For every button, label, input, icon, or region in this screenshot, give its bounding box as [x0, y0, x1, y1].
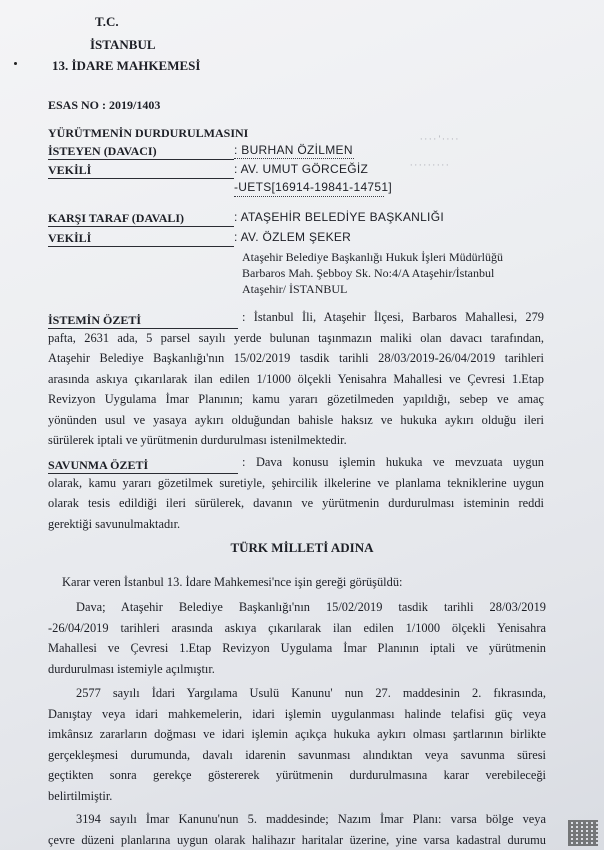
defendant-role-label: KARŞI TARAF (DAVALI)	[48, 211, 185, 225]
text-line: imkânsız zararların doğması ve idari işlemin açıkça hukuka aykırı olması şartlarının birlikte	[48, 727, 546, 741]
defendant-attorney: : AV. ÖZLEM ŞEKER	[234, 230, 352, 244]
istem-paragraph	[48, 307, 544, 451]
claimant-attorney: : AV. UMUT GÖRCEĞİZ	[234, 162, 369, 176]
bleed-through-text: · · · · ' · · · ·	[420, 134, 458, 144]
text-line: sürülerek iptali ve yürütmenin durdurulması istenilmektedir.	[48, 433, 347, 447]
bleed-through-text: · · · · · · · · ·	[410, 160, 449, 170]
text-line: yönünden usul ve yasaya aykırı olduğundan bahisle haksız ve hukuka aykırı olduğu ileri	[48, 412, 544, 427]
savunma-label: SAVUNMA ÖZETİ	[48, 458, 149, 472]
text-line: gerçekleşmesi durumunda, davalı idarenin savunması alındıktan veya savunma süresi	[48, 747, 546, 762]
text-line: belirtilmiştir.	[48, 788, 113, 803]
esas-number	[48, 98, 160, 113]
text-line: : Dava konusu işlemin hukuka ve mevzuata uygun	[242, 455, 544, 469]
text-line: Danıştay veya idari mahkemelerin, idari işlemin uygulanması halinde telafisi güç veya	[48, 706, 546, 721]
text-line: -26/04/2019 tarihleri arasında askıya çıkarılarak ilan edilen 1/1000 ölçekli Yenisahra	[48, 620, 546, 635]
body-paragraph-1	[48, 572, 546, 593]
claimant-heading: YÜRÜTMENİN DURDURULMASINI	[48, 126, 249, 140]
istem-label: İSTEMİN ÖZETİ	[48, 313, 142, 327]
qr-code-icon	[568, 820, 598, 846]
dotted-line	[234, 158, 354, 159]
underline	[48, 178, 234, 179]
text-line: 3194 sayılı İmar Kanunu'nun 5. maddesinde; Nazım İmar Planı: varsa bölge veya	[76, 812, 546, 826]
court-name: 13. İDARE MAHKEMESİ	[52, 58, 201, 73]
body-paragraph-3	[48, 683, 546, 806]
header-city: İSTANBUL	[90, 37, 156, 52]
claimant-attorney-label: VEKİLİ	[48, 163, 92, 177]
text-line: Karar veren İstanbul 13. İdare Mahkemesi'nce işin gereği görüşüldü:	[62, 575, 403, 589]
text-line: olarak tesis edildiği ileri sürülerek, davanın ve yürütmenin durdurulması isteminin reddi	[48, 496, 544, 510]
text-line: Mahallesi ve Çevresi 1.Etap Revizyon Uygulama İmar Planının iptali ve yürütmenin	[48, 641, 546, 655]
text-line: geçtikten sonra gerekçe göstererek yürütmenin durdurulmasına karar verebileceği	[48, 768, 546, 782]
body-paragraph-4	[48, 809, 546, 850]
text-line: Revizyon Uygulama İmar Planının; kamu yararı gözetilmeden yapıldığı, sebep ve amaç	[48, 392, 544, 406]
esas-value: : 2019/1403	[102, 98, 161, 112]
text-line: gerektiği savunulmaktadır.	[48, 516, 181, 531]
body-paragraph-2	[48, 597, 546, 679]
claimant-role-label: İSTEYEN (DAVACI)	[48, 144, 157, 158]
text-line: durdurulması istemiyle açılmıştır.	[48, 661, 215, 676]
text-line: 2577 sayılı İdari Yargılama Usulü Kanunu' nun 27. maddesinin 2. fıkrasında,	[76, 686, 546, 700]
defendant-attorney-label: VEKİLİ	[48, 231, 92, 245]
text-line: : İstanbul İli, Ataşehir İlçesi, Barbaros Mahallesi, 279	[242, 310, 544, 324]
defendant-name: : ATAŞEHİR BELEDİYE BAŞKANLIĞI	[234, 210, 444, 224]
underline	[48, 159, 234, 160]
text-line: pafta, 2631 ada, 5 parsel sayılı yerde bulunan taşınmazın maliki olan davacı tarafından,	[48, 330, 544, 345]
defendant-address-line: Barbaros Mah. Şebboy Sk. No:4/A Ataşehir/İstanbul	[242, 266, 495, 280]
decision-title: TÜRK MİLLETİ ADINA	[230, 540, 374, 555]
claimant-name: : BURHAN ÖZİLMEN	[234, 143, 353, 157]
dotted-line	[234, 196, 384, 197]
underline	[48, 226, 234, 227]
underline	[48, 246, 234, 247]
savunma-paragraph	[48, 452, 544, 534]
text-line: çevre düzeni planlarına uygun olarak halihazır haritalar üzerine, yine varsa kadastral durumu	[48, 832, 546, 847]
header-tc: T.C.	[95, 14, 119, 29]
text-line: olarak, kamu yararı gözetilmek suretiyle, şehircilik ilkelerine ve planlama tekniklerine uygun	[48, 475, 544, 490]
defendant-address-line: Ataşehir/ İSTANBUL	[242, 282, 348, 296]
text-line: arasında askıya çıkarılarak ilan edilen 1/1000 ölçekli Yenisahra Mahallesi ve Çevresi 1.Etap	[48, 371, 544, 386]
esas-label: ESAS NO	[48, 98, 100, 112]
claimant-uets: -UETS[16914-19841-14751]	[234, 180, 392, 194]
text-line: Ataşehir Belediye Başkanlığı'nın 15/02/2019 tasdik tarihli 28/03/2019-26/04/2019 tarihleri	[48, 351, 544, 365]
defendant-address-line: Ataşehir Belediye Başkanlığı Hukuk İşleri Müdürlüğü	[242, 250, 503, 264]
punch-mark	[14, 62, 17, 65]
text-line: Dava; Ataşehir Belediye Başkanlığı'nın 15/02/2019 tasdik tarihli 28/03/2019	[76, 600, 546, 614]
